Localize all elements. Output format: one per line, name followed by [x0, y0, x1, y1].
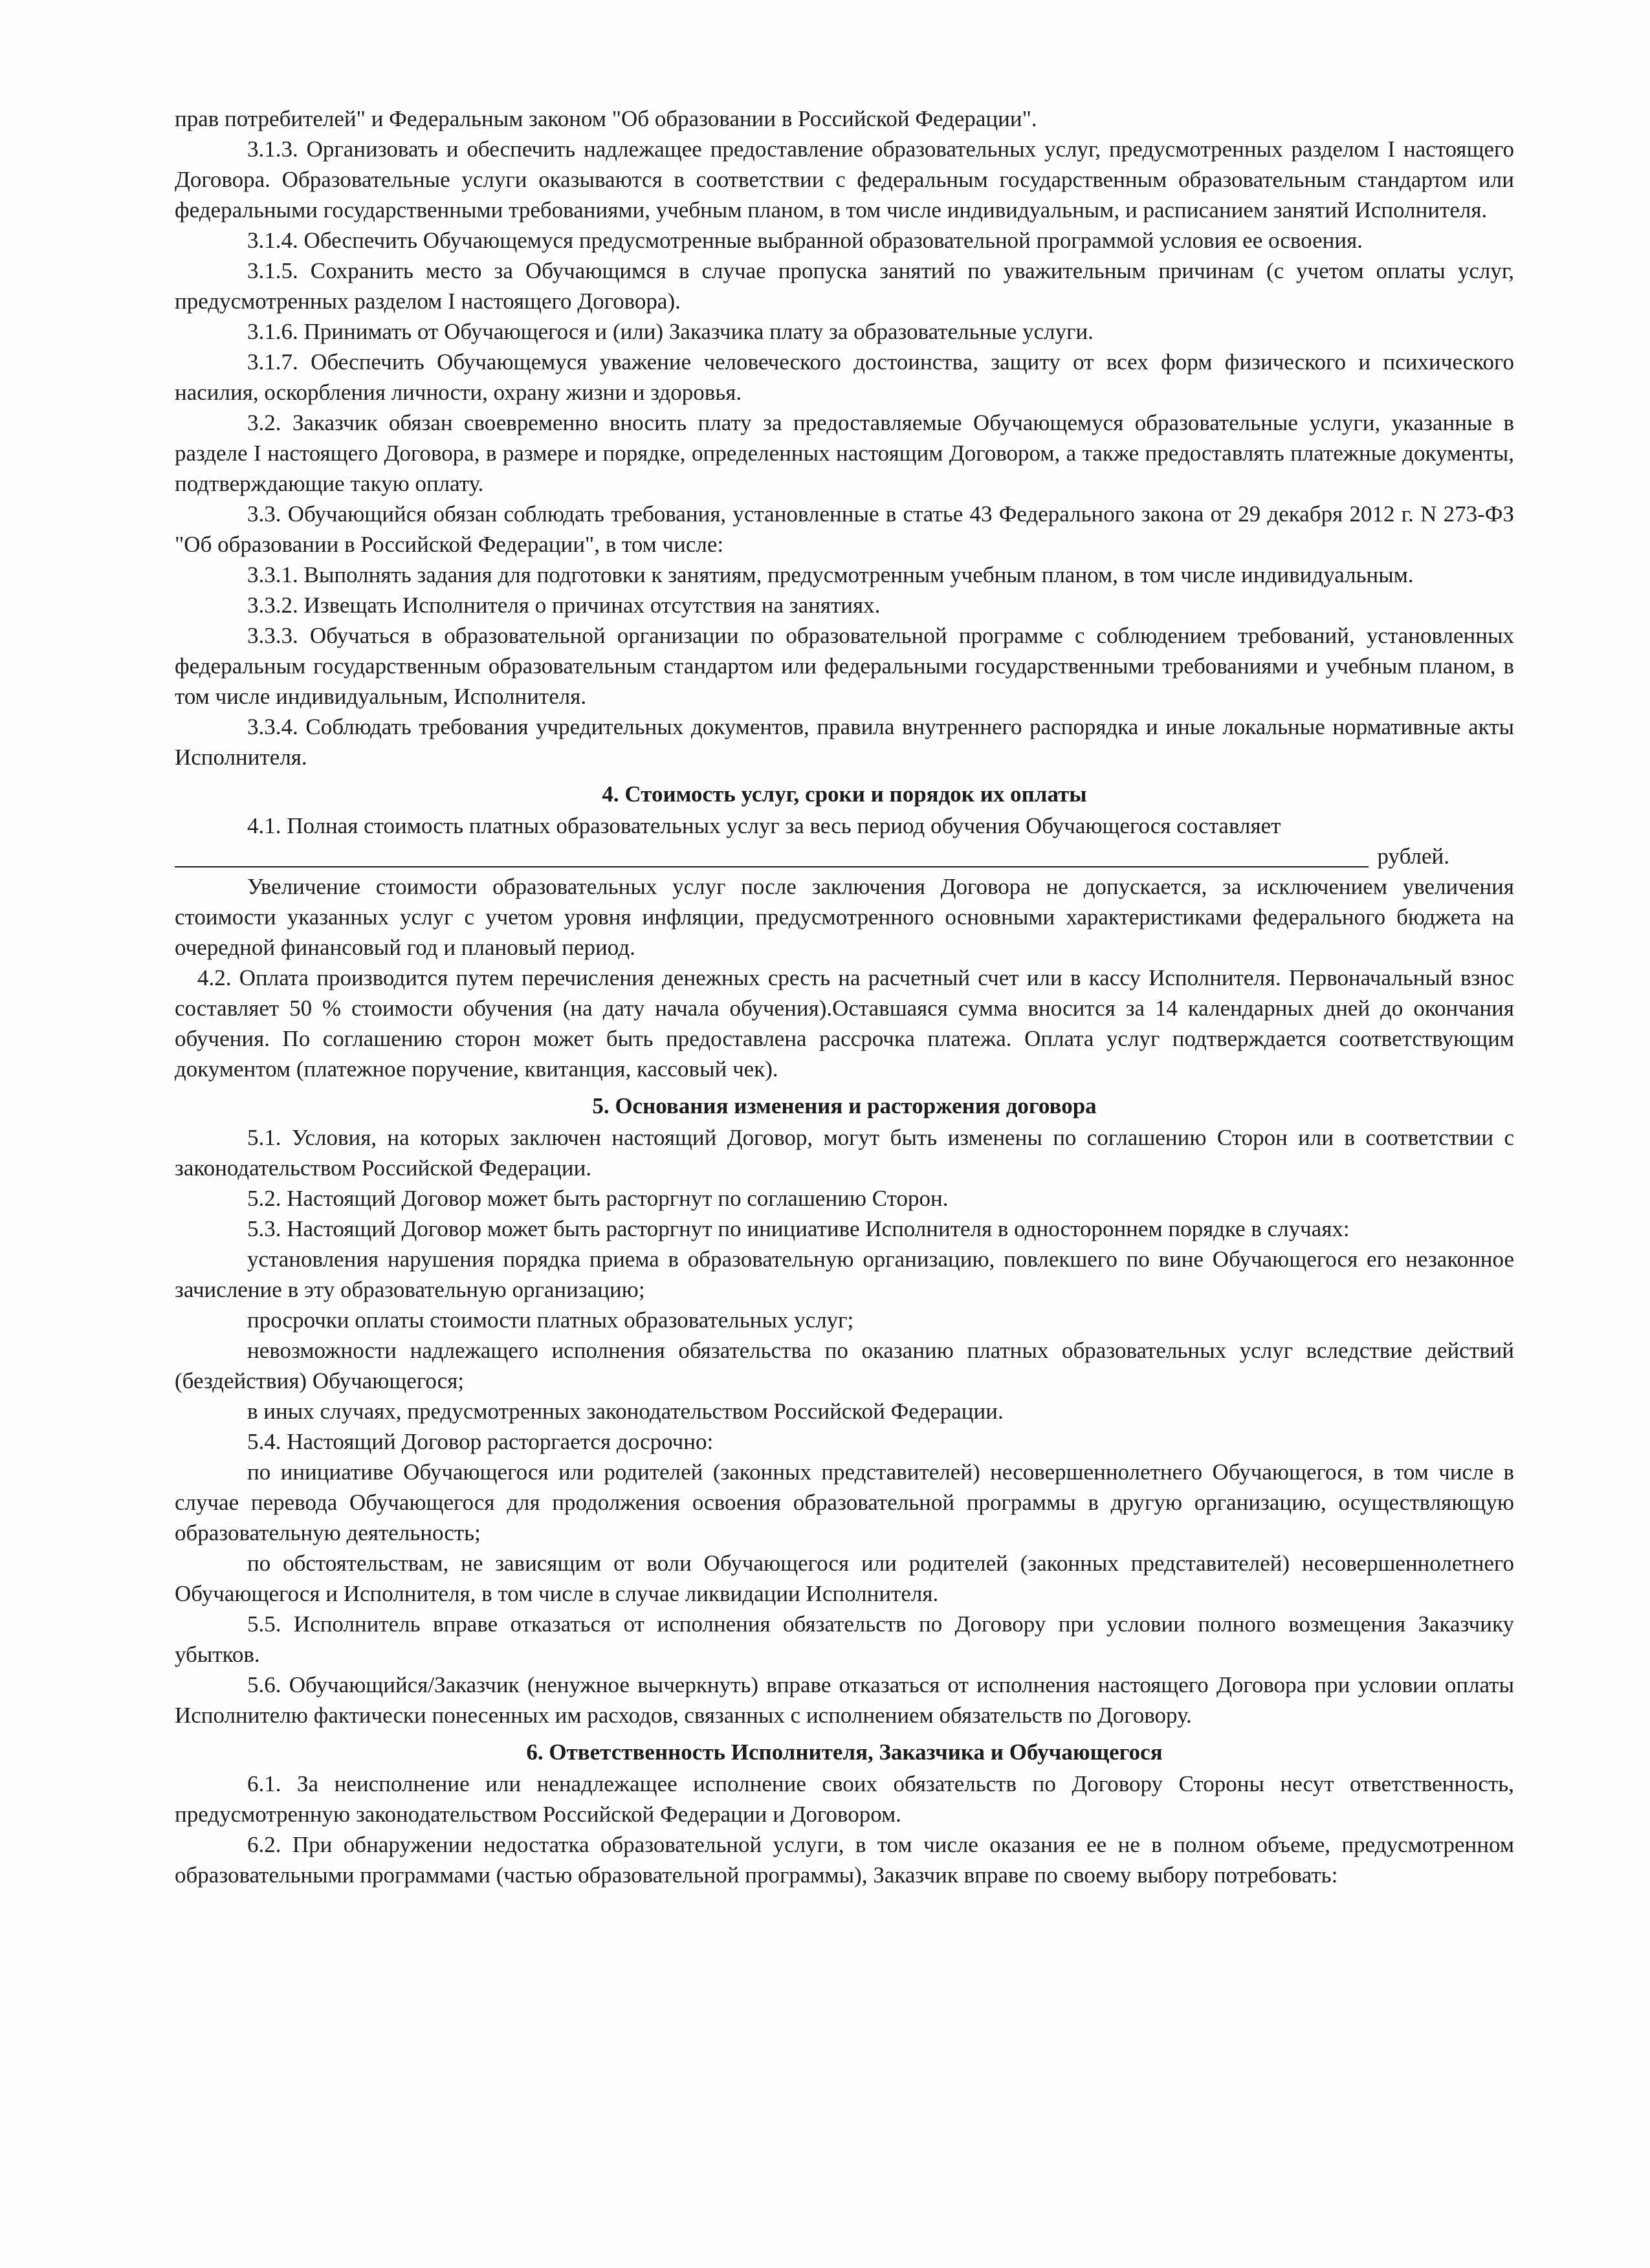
clause-5-5: 5.5. Исполнитель вправе отказаться от исполнения обязательств по Договору при условии полного возмещения Заказчику убытков.: [175, 1611, 1514, 1667]
clause-4-1: 4.1. Полная стоимость платных образовательных услуг за весь период обучения Обучающегося составляет: [247, 813, 1281, 838]
section-4-heading: 4. Стоимость услуг, сроки и порядок их оплаты: [602, 781, 1087, 807]
clause-5-3-item-impossibility: невозможности надлежащего исполнения обязательства по оказанию платных образовательных услуг вследствие действий (бездействия) Обучающегося;: [175, 1338, 1514, 1393]
clause-4-2: 4.2. Оплата производится путем перечисления денежных сресть на расчетный счет или в кассу Исполнителя. Первоначальный взнос составляет 50 % стоимости обучения (на дату начала обучения).Оставшаяся сумма вносится за 14 календарных дней до окончания обучения. По соглашению сторон может быть предоставлена рассрочка платежа. Оплата услуг подтверждается соответствующим документом (платежное поручение, квитанция, кассовый чек).: [175, 965, 1514, 1082]
clause-5-4-item-circumstances: по обстоятельствам, не зависящим от воли Обучающегося или родителей (законных представителей) несовершеннолетнего Обучающегося и Исполнителя, в том числе в случае ликвидации Исполнителя.: [175, 1551, 1514, 1606]
clause-3-2: 3.2. Заказчик обязан своевременно вносить плату за предоставляемые Обучающемуся образовательные услуги, указанные в разделе I настоящего Договора, в размере и порядке, определенных настоящим Договором, а также предоставлять платежные документы, подтверждающие такую оплату.: [175, 410, 1514, 496]
paragraph-continuation: прав потребителей" и Федеральным законом "Об образовании в Российской Федерации".: [175, 106, 1037, 131]
clause-5-3-item-admission: установления нарушения порядка приема в образовательную организацию, повлекшего по вине Обучающегося его незаконное зачисление в эту образовательную организацию;: [175, 1247, 1514, 1302]
clause-3-3-4: 3.3.4. Соблюдать требования учредительных документов, правила внутреннего распорядка и иные локальные нормативные акты Исполнителя.: [175, 714, 1514, 770]
clause-5-4: 5.4. Настоящий Договор расторгается досрочно:: [247, 1429, 714, 1454]
clause-6-1: 6.1. За неисполнение или ненадлежащее исполнение своих обязательств по Договору Стороны несут ответственность, предусмотренную законодательством Российской Федерации и Договором.: [175, 1771, 1514, 1827]
price-blank-line: [175, 843, 1369, 867]
clause-3-1-6: 3.1.6. Принимать от Обучающегося и (или) Заказчика плату за образовательные услуги.: [247, 319, 1094, 344]
clause-5-6: 5.6. Обучающийся/Заказчик (ненужное вычеркнуть) вправе отказаться от исполнения настоящего Договора при условии оплаты Исполнителю фактически понесенных им расходов, связанных с исполнением обязательств по Договору.: [175, 1672, 1514, 1728]
section-6-heading: 6. Ответственность Исполнителя, Заказчика и Обучающегося: [526, 1739, 1163, 1765]
document-body: [175, 104, 1514, 1890]
price-currency-label: рублей.: [1377, 844, 1449, 869]
clause-3-1-5: 3.1.5. Сохранить место за Обучающимся в случае пропуска занятий по уважительным причинам (с учетом оплаты услуг, предусмотренных разделом I настоящего Договора).: [175, 258, 1514, 314]
clause-3-3-1: 3.3.1. Выполнять задания для подготовки к занятиям, предусмотренным учебным планом, в том числе индивидуальным.: [247, 562, 1414, 587]
clause-5-3: 5.3. Настоящий Договор может быть расторгнут по инициативе Исполнителя в одностороннем порядке в случаях:: [247, 1216, 1350, 1241]
clause-3-1-3: 3.1.3. Организовать и обеспечить надлежащее предоставление образовательных услуг, предусмотренных разделом I настоящего Договора. Образовательные услуги оказываются в соответствии с федеральным государственным образовательным стандартом или федеральными государственными требованиями, учебным планом, в том числе индивидуальным, и расписанием занятий Исполнителя.: [175, 136, 1514, 223]
clause-3-1-7: 3.1.7. Обеспечить Обучающемуся уважение человеческого достоинства, защиту от всех форм физического и психического насилия, оскорбления личности, охрану жизни и здоровья.: [175, 349, 1514, 405]
clause-4-1-price-increase: Увеличение стоимости образовательных услуг после заключения Договора не допускается, за исключением увеличения стоимости указанных услуг с учетом уровня инфляции, предусмотренного основными характеристиками федерального бюджета на очередной финансовый год и плановый период.: [175, 874, 1514, 960]
clause-3-3: 3.3. Обучающийся обязан соблюдать требования, установленные в статье 43 Федерального закона от 29 декабря 2012 г. N 273-ФЗ "Об образовании в Российской Федерации", в том числе:: [175, 501, 1514, 557]
clause-3-3-2: 3.3.2. Извещать Исполнителя о причинах отсутствия на занятиях.: [247, 593, 881, 618]
clause-6-2: 6.2. При обнаружении недостатка образовательной услуги, в том числе оказания ее не в полном объеме, предусмотренном образовательными программами (частью образовательной программы), Заказчик вправе по своему выбору потребовать:: [175, 1832, 1514, 1888]
section-5-heading: 5. Основания изменения и расторжения договора: [592, 1093, 1097, 1118]
price-fill-row: [175, 841, 1514, 871]
clause-5-2: 5.2. Настоящий Договор может быть расторгнут по соглашению Сторон.: [247, 1186, 949, 1211]
clause-3-3-3: 3.3.3. Обучаться в образовательной организации по образовательной программе с соблюдением требований, установленных федеральным государственным образовательным стандартом или федеральными государственными требованиями и учебным планом, в том числе индивидуальным, Исполнителя.: [175, 623, 1514, 709]
clause-5-3-item-other: в иных случаях, предусмотренных законодательством Российской Федерации.: [247, 1399, 1004, 1424]
clause-3-1-4: 3.1.4. Обеспечить Обучающемуся предусмотренные выбранной образовательной программой условия ее освоения.: [247, 228, 1363, 253]
clause-5-3-item-late-payment: просрочки оплаты стоимости платных образовательных услуг;: [247, 1307, 854, 1333]
clause-5-1: 5.1. Условия, на которых заключен настоящий Договор, могут быть изменены по соглашению Сторон или в соответствии с законодательством Российской Федерации.: [175, 1125, 1514, 1181]
clause-5-4-item-initiative: по инициативе Обучающегося или родителей (законных представителей) несовершеннолетнего Обучающегося, в том числе в случае перевода Обучающегося для продолжения освоения образовательной программы в другую организацию, осуществляющую образовательную деятельность;: [175, 1459, 1514, 1545]
